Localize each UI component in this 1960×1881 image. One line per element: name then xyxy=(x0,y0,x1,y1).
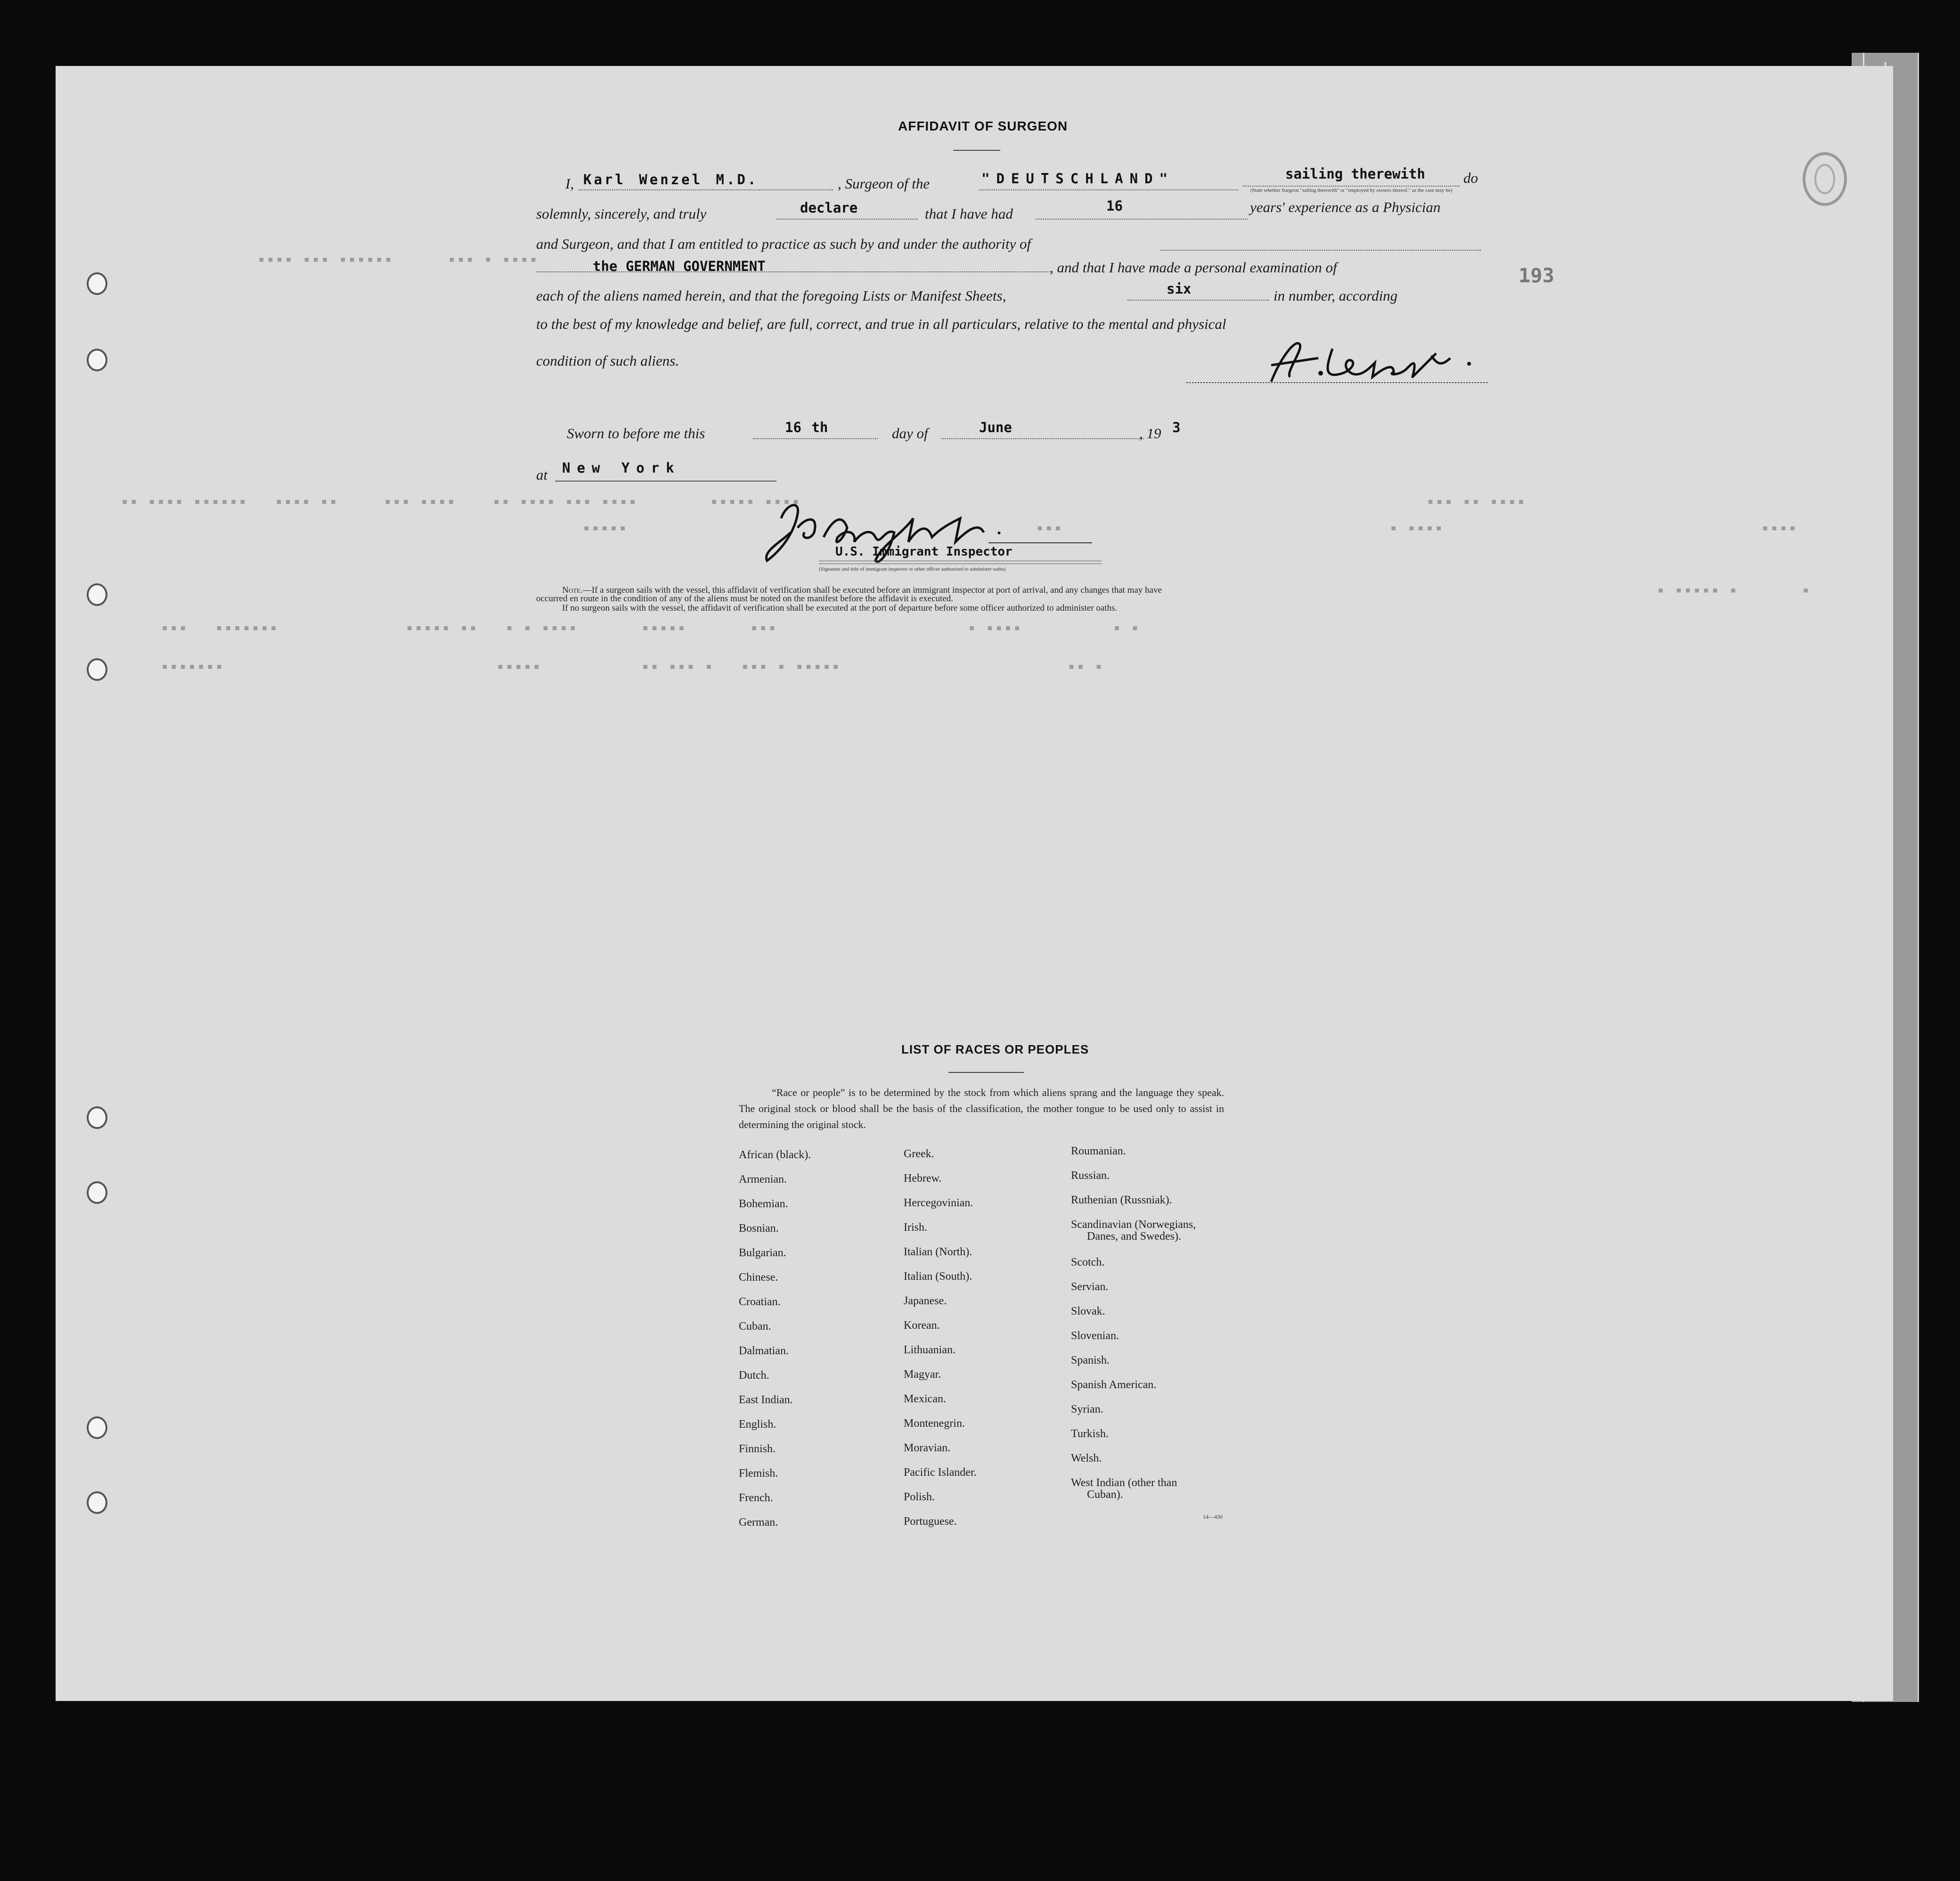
race-item: Russian. xyxy=(1071,1169,1110,1182)
punch-hole xyxy=(87,583,107,606)
affidavit-line1-middle: , Surgeon of the xyxy=(838,175,930,192)
bleed-through-text: ▪▪▪▪ ▪▪▪ ▪▪▪▪▪▪ ▪▪▪ ▪ ▪▪▪▪ xyxy=(258,254,539,265)
authority: the GERMAN GOVERNMENT xyxy=(593,258,766,274)
affidavit-line7: condition of such aliens. xyxy=(536,352,679,369)
race-item: West Indian (other than xyxy=(1071,1477,1177,1489)
note-line2: occurred en route in the condition of any of the aliens must be noted on the manifest before the affidavit is executed. xyxy=(536,594,953,604)
race-item: Scotch. xyxy=(1071,1256,1105,1268)
bleed-through-text: ▪▪▪ ▪▪▪▪▪▪▪ ▪▪▪▪▪ ▪▪ ▪ ▪ ▪▪▪▪ ▪▪▪▪▪ ▪▪▪ ▪ ▪▪▪▪ ▪ ▪ xyxy=(162,622,1141,634)
race-item: Pacific Islander. xyxy=(904,1466,977,1479)
affidavit-line3: and Surgeon, and that I am entitled to practice as such by and under the authority of xyxy=(536,236,1031,252)
sworn-year-suffix: 3 xyxy=(1172,419,1181,435)
page-number: 193 xyxy=(1519,264,1554,287)
manifest-page xyxy=(56,66,1893,1701)
race-item: Bulgarian. xyxy=(739,1247,786,1259)
sworn-prefix: Sworn to before me this xyxy=(567,425,705,442)
race-item: Dutch. xyxy=(739,1369,769,1382)
title-underline xyxy=(953,150,1000,151)
race-item: Roumanian. xyxy=(1071,1145,1126,1157)
race-item: Armenian. xyxy=(739,1173,787,1186)
circular-stamp xyxy=(1799,151,1851,207)
affidavit-line5-prefix: each of the aliens named herein, and that the foregoing Lists or Manifest Sheets, xyxy=(536,287,1006,304)
race-item: Danes, and Swedes). xyxy=(1087,1230,1181,1243)
race-item: Japanese. xyxy=(904,1295,947,1307)
race-item: Chinese. xyxy=(739,1271,778,1284)
race-item: Bohemian. xyxy=(739,1198,788,1210)
race-item: Ruthenian (Russniak). xyxy=(1071,1194,1172,1206)
race-item: Magyar. xyxy=(904,1368,941,1381)
race-item: African (black). xyxy=(739,1149,811,1161)
race-item: Spanish. xyxy=(1071,1354,1110,1366)
race-item: Montenegrin. xyxy=(904,1417,965,1430)
month-field-line xyxy=(941,438,1144,439)
punch-hole xyxy=(87,1106,107,1129)
race-item: English. xyxy=(739,1418,776,1431)
sworn-year-prefix: , 19 xyxy=(1139,425,1161,442)
race-item: Italian (North). xyxy=(904,1246,972,1258)
years-field-line xyxy=(1036,219,1248,220)
affidavit-line1-prefix: I, xyxy=(565,175,574,192)
day-field-line xyxy=(753,438,878,439)
sworn-day: 16 th xyxy=(785,419,828,435)
race-item: German. xyxy=(739,1516,778,1529)
note-line1-text: —If a surgeon sails with the vessel, this affidavit of verification shall be executed before an immigrant inspector at port of arrival, and any changes that may have xyxy=(582,585,1162,595)
race-item: Cuban). xyxy=(1087,1488,1123,1501)
race-item: Bosnian. xyxy=(739,1222,779,1235)
races-title: LIST OF RACES OR PEOPLES xyxy=(901,1042,1089,1056)
race-item: Dalmatian. xyxy=(739,1345,789,1357)
race-item: Lithuanian. xyxy=(904,1344,956,1356)
race-item: Slovak. xyxy=(1071,1305,1105,1317)
race-item: Turkish. xyxy=(1071,1428,1109,1440)
place-field-line xyxy=(555,481,776,482)
race-item: Polish. xyxy=(904,1491,935,1503)
capacity-instruction: (State whether Surgeon "sailing therewith" or "employed by owners thereof," as the case may be) xyxy=(1250,188,1453,193)
bleed-through-text: ▪▪▪▪▪ ▪▪▪ ▪ ▪▪▪▪ ▪▪▪▪ xyxy=(583,522,1798,534)
affidavit-line1-suffix: do xyxy=(1463,170,1478,186)
race-item: Cuban. xyxy=(739,1320,771,1333)
punch-hole xyxy=(87,658,107,681)
surgeon-name: Karl Wenzel M.D. xyxy=(583,172,759,188)
affidavit-line2-suffix: years' experience as a Physician xyxy=(1250,199,1441,215)
race-item: East Indian. xyxy=(739,1394,793,1406)
affidavit-line5-suffix: in number, according xyxy=(1274,287,1398,304)
bleed-through-text: ▪▪▪▪▪▪▪ ▪▪▪▪▪ ▪▪ ▪▪▪ ▪ ▪▪▪ ▪ ▪▪▪▪▪ ▪▪ ▪ xyxy=(162,661,1105,672)
punch-hole xyxy=(87,1491,107,1514)
race-item: Finnish. xyxy=(739,1443,776,1455)
punch-hole xyxy=(87,1181,107,1204)
race-item: Syrian. xyxy=(1071,1403,1103,1415)
at-label: at xyxy=(536,466,548,483)
bleed-through-text: ▪ ▪▪▪▪▪ ▪ ▪ xyxy=(1658,584,1812,596)
authority-field-line-top xyxy=(1160,250,1481,251)
inspector-title: U.S. Immigrant Inspector xyxy=(835,545,1013,559)
race-item: Greek. xyxy=(904,1148,934,1160)
affidavit-line2-prefix: solemnly, sincerely, and truly xyxy=(536,205,707,222)
form-number: 14—430 xyxy=(1203,1513,1223,1520)
punch-hole xyxy=(87,272,107,295)
race-item: Flemish. xyxy=(739,1467,778,1480)
sworn-place: New York xyxy=(562,460,681,476)
surgeon-name-field-line xyxy=(579,189,833,190)
race-item: Spanish American. xyxy=(1071,1379,1157,1391)
races-intro: “Race or people” is to be determined by the stock from which aliens sprang and the language they speak. The original stock or blood shall be the basis of the classification, the mother tongue to be used only to assist in determining the original stock. xyxy=(739,1087,1224,1130)
race-item: Croatian. xyxy=(739,1296,781,1308)
race-item: Servian. xyxy=(1071,1281,1109,1293)
race-item: French. xyxy=(739,1492,773,1504)
race-item: Scandinavian (Norwegians, xyxy=(1071,1219,1196,1231)
races-title-underline xyxy=(948,1072,1024,1073)
race-item: Moravian. xyxy=(904,1442,951,1454)
surgeon-signature xyxy=(1130,330,1488,386)
ship-name: "DEUTSCHLAND" xyxy=(981,171,1174,187)
declare-field-line xyxy=(776,219,918,220)
sworn-month: June xyxy=(979,419,1012,435)
note-label: Note. xyxy=(562,585,583,595)
race-item: Italian (South). xyxy=(904,1270,972,1283)
affidavit-line2-middle: that I have had xyxy=(925,205,1013,222)
note-line3: If no surgeon sails with the vessel, the affidavit of verification shall be executed at the port of departure before some officer authorized to administer oaths. xyxy=(562,603,1118,613)
years-experience: 16 xyxy=(1106,198,1123,214)
declare-word: declare xyxy=(800,200,858,216)
race-item: Irish. xyxy=(904,1221,927,1234)
inspector-instruction: (Signature and title of immigrant inspector or other officer authorized to administer oaths) xyxy=(819,566,1006,572)
ship-name-field-line xyxy=(979,189,1238,190)
sheet-count: six xyxy=(1167,281,1192,297)
race-item: Korean. xyxy=(904,1319,940,1332)
race-item: Slovenian. xyxy=(1071,1330,1119,1342)
race-item: Welsh. xyxy=(1071,1452,1102,1464)
race-item: Hercegovinian. xyxy=(904,1197,973,1209)
sworn-day-label: day of xyxy=(892,425,928,442)
affidavit-line6: to the best of my knowledge and belief, are full, correct, and true in all particulars, relative to the mental and physical xyxy=(536,316,1226,332)
affidavit-title: AFFIDAVIT OF SURGEON xyxy=(898,119,1068,133)
punch-hole xyxy=(87,349,107,371)
race-item: Portuguese. xyxy=(904,1515,957,1528)
surgeon-capacity: sailing therewith xyxy=(1285,166,1425,182)
punch-hole xyxy=(87,1416,107,1439)
sheets-field-line xyxy=(1127,300,1269,301)
affidavit-line4-suffix: , and that I have made a personal examination of xyxy=(1050,259,1337,276)
capacity-field-line xyxy=(1243,186,1460,187)
bleed-through-text: ▪▪ ▪▪▪▪ ▪▪▪▪▪▪ ▪▪▪▪ ▪▪ ▪▪▪ ▪▪▪▪ ▪▪ ▪▪▪▪ ▪▪▪ ▪▪▪▪ ▪▪▪▪▪ ▪▪▪▪ ▪▪▪ ▪▪ ▪▪▪▪ xyxy=(122,496,1527,507)
race-item: Hebrew. xyxy=(904,1172,942,1185)
race-item: Mexican. xyxy=(904,1393,946,1405)
